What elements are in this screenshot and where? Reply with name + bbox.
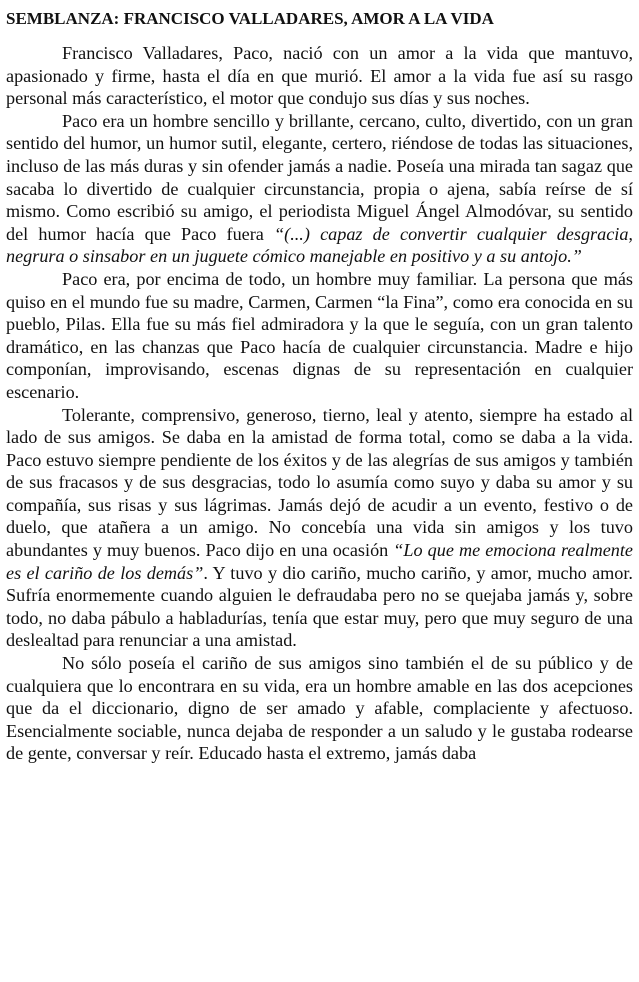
quote-almodovar: “(...) capaz de convertir cualquier desgracia, negrura o sinsabor en un juguete cómico manejable en positivo y a su antojo.” bbox=[6, 223, 633, 267]
quote-carino: “Lo que me emociona realmente es el cariño de los demás” bbox=[6, 540, 633, 583]
paragraph-text: . Y tuvo y dio cariño, mucho cariño, y amor, mucho amor. Sufría enormemente cuando alguien le defraudaba pero no se quejaba jamás y, sobre todo, no daba pábulo a habladurías, tenía que estar muy, pero que muy seguro de una deslealtad para renunciar a una amistad. bbox=[6, 562, 633, 651]
paragraph-text: Francisco Valladares, Paco, nació con un amor a la vida que mantuvo, apasionado y firme, hasta el día en que murió. El amor a la vida fue así su rasgo personal más característico, el motor que condujo sus días y sus noches. bbox=[6, 43, 633, 109]
paragraph-2 bbox=[6, 110, 633, 268]
paragraph-3 bbox=[6, 268, 633, 404]
paragraph-1 bbox=[6, 42, 633, 110]
paragraph-text: Tolerante, comprensivo, generoso, tierno, leal y atento, siempre ha estado al lado de sus amigos. Se daba en la amistad de forma total, como se daba a la vida. Paco estuvo siempre pendiente de los éxitos y de las alegrías de sus amigos y también de sus fracasos y de sus desgracias, todo lo asumía como suyo y daba su amor y su compañía, sus risas y sus lágrimas. Jamás dejó de acudir a un evento, festivo o de duelo, que atañera a un amigo. No concebía una vida sin amigos y los tuvo abundantes y muy buenos. Paco dijo en una ocasión bbox=[6, 404, 633, 561]
paragraph-text: Paco era un hombre sencillo y brillante, cercano, culto, divertido, con un gran sentido del humor, un humor sutil, elegante, certero, riéndose de todas las situaciones, incluso de las más duras y sin ofender jamás a nadie. Poseía una mirada tan sagaz que sacaba lo divertido de cualquier circunstancia, propia o ajena, sabía reírse de sí mismo. Como escribió su amigo, el periodista Miguel Ángel Almodóvar, su sentido del humor hacía que Paco fuera bbox=[6, 110, 633, 244]
document-page bbox=[6, 0, 633, 765]
paragraph-text: Paco era, por encima de todo, un hombre muy familiar. La persona que más quiso en el mundo fue su madre, Carmen, Carmen “la Fina”, como era conocida en su pueblo, Pilas. Ella fue su más fiel admiradora y la que le seguía, con un gran talento dramático, en las chanzas que Paco hacía de cualquier circunstancia. Madre e hijo componían, improvisando, escenas dignas de su representación en cualquier escenario. bbox=[6, 268, 633, 402]
paragraph-text: No sólo poseía el cariño de sus amigos sino también el de su público y de cualquiera que lo encontrara en su vida, era un hombre amable en las dos acepciones que da el diccionario, digno de ser amado y afable, complaciente y afectuoso. Esencialmente sociable, nunca dejaba de responder a un saludo y le gustaba rodearse de gente, conversar y reír. Educado hasta el extremo, jamás daba bbox=[6, 653, 633, 764]
document-title: SEMBLANZA: FRANCISCO VALLADARES, AMOR A LA VIDA bbox=[6, 9, 494, 28]
paragraph-5 bbox=[6, 652, 633, 765]
paragraph-4 bbox=[6, 404, 633, 653]
